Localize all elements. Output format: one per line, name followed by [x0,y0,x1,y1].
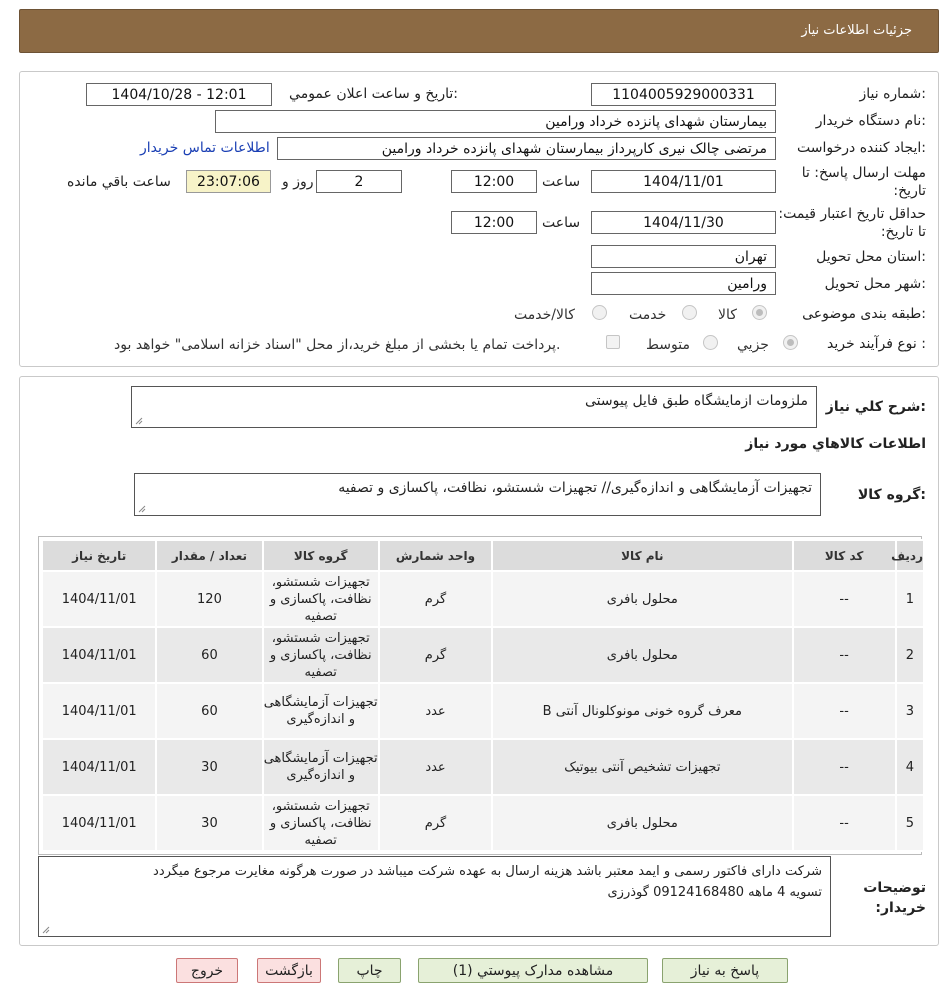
cell-date: 1404/11/01 [42,683,156,739]
category-service-label: خدمت [629,307,667,323]
cell-group: تجهیزات شستشو، نظافت، پاکسازی و تصفیه [263,627,379,683]
col-header-date[interactable]: تاریخ نیاز [42,540,156,571]
category-goods-label: کالا [718,307,737,323]
table-row[interactable] [42,795,924,851]
col-header-unit[interactable]: واحد شمارش [379,540,492,571]
requester-field: مرتضی چالک نیری کارپرداز بیمارستان شهدای پانزده خرداد ورامین [277,137,776,160]
buyer-notes-line-1: شرکت دارای فاکتور رسمی و ایمد معتبر باشد هزینه ارسال به عهده شرکت میباشد در صورت هرگونه مغایرت مرجوع میگردد [153,864,822,879]
cell-code: -- [793,571,896,627]
cell-quantity: 30 [156,739,262,795]
cell-group: تجهیزات شستشو، نظافت، پاکسازی و تصفیه [263,795,379,851]
need-number-label: شماره نیاز: [859,86,926,102]
print-button[interactable]: چاپ [338,958,401,983]
validity-label: حداقل تاریخ اعتبار قیمت: تا تاریخ: [778,206,926,240]
category-service-radio[interactable] [682,305,697,320]
goods-table-container [38,536,922,855]
summary-textarea[interactable] [131,386,817,428]
cell-unit: عدد [379,683,492,739]
buyer-notes-label: توضیحات خریدار: [863,880,926,916]
col-header-name[interactable]: نام کالا [492,540,792,571]
category-label: طبقه بندی موضوعی: [802,306,926,322]
cell-name: محلول بافری [492,571,792,627]
announce-field: 1404/10/28 - 12:01 [86,83,272,106]
cell-name: محلول بافری [492,795,792,851]
cell-code: -- [793,739,896,795]
cell-date: 1404/11/01 [42,795,156,851]
province-label: استان محل تحویل: [816,249,926,265]
summary-text: ملزومات ازمایشگاه طبق فایل پیوستی [585,393,808,409]
cell-row-number: 1 [896,571,924,627]
goods-group-text: تجهیزات آزمایشگاهی و اندازه‌گیری// تجهیزات شستشو، نظافت، پاکسازی و تصفیه [338,480,812,496]
city-label: شهر محل تحویل: [824,276,926,292]
page-title: جزئیات اطلاعات نیاز [801,23,912,38]
process-medium-radio[interactable] [703,335,718,350]
col-header-quantity[interactable]: تعداد / مقدار [156,540,262,571]
contact-buyer-link[interactable]: اطلاعات تماس خریدار [140,140,270,156]
cell-name: محلول بافری [492,627,792,683]
process-label: نوع فرآیند خرید : [827,336,926,352]
deadline-label: مهلت ارسال پاسخ: تا تاریخ: [801,165,926,199]
days-label: روز و [282,174,314,190]
col-header-row-number[interactable]: ردیف [896,540,924,571]
page-header [19,9,939,53]
treasury-payment-checkbox[interactable] [606,335,620,349]
table-row[interactable] [42,739,924,795]
cell-name: معرف گروه خونی مونوکلونال آنتی B [492,683,792,739]
table-row[interactable] [42,571,924,627]
back-button[interactable]: بازگشت [257,958,321,983]
province-field: تهران [591,245,776,268]
cell-quantity: 30 [156,795,262,851]
buyer-org-field: بیمارستان شهدای پانزده خرداد ورامین [215,110,776,133]
remaining-time-field: 23:07:06 [186,170,271,193]
treasury-payment-note: پرداخت تمام یا بخشی از مبلغ خرید،از محل "اسناد خزانه اسلامی" خواهد بود. [114,337,561,353]
process-medium-label: متوسط [646,337,690,353]
category-both-label: کالا/خدمت [514,307,575,323]
validity-time-label: ساعت [542,215,581,231]
cell-code: -- [793,627,896,683]
cell-name: تجهیزات تشخیص آنتی بیوتیک [492,739,792,795]
cell-row-number: 4 [896,739,924,795]
process-minor-radio[interactable] [783,335,798,350]
cell-unit: گرم [379,795,492,851]
requester-label: ایجاد کننده درخواست: [797,140,926,156]
resize-grip-icon [42,926,50,934]
remaining-label: ساعت باقي مانده [67,174,171,190]
deadline-time-label: ساعت [542,174,581,190]
days-field: 2 [316,170,402,193]
col-header-code[interactable]: کد کالا [793,540,896,571]
cell-code: -- [793,795,896,851]
need-number-field: 1104005929000331 [591,83,776,106]
cell-row-number: 3 [896,683,924,739]
table-header-row [42,540,924,571]
cell-quantity: 120 [156,571,262,627]
goods-group-label: گروه کالا: [857,487,926,503]
reply-to-need-button[interactable]: پاسخ به نیاز [662,958,788,983]
cell-group: تجهیزات شستشو، نظافت، پاکسازی و تصفیه [263,571,379,627]
cell-date: 1404/11/01 [42,627,156,683]
cell-quantity: 60 [156,683,262,739]
cell-group: تجهیزات آزمایشگاهی و اندازه‌گیری [263,683,379,739]
city-field: ورامین [591,272,776,295]
category-goods-radio[interactable] [752,305,767,320]
validity-date-field: 1404/11/30 [591,211,776,234]
process-minor-label: جزیي [737,337,769,353]
cell-unit: گرم [379,627,492,683]
announce-label: تاریخ و ساعت اعلان عمومي: [289,86,458,102]
buyer-notes-line-2: تسویه 4 ماهه 09124168480 گوذرزی [607,885,822,900]
goods-table [41,539,925,852]
cell-unit: عدد [379,739,492,795]
table-row[interactable] [42,627,924,683]
cell-unit: گرم [379,571,492,627]
cell-group: تجهیزات آزمایشگاهی و اندازه‌گیری [263,739,379,795]
deadline-time-field: 12:00 [451,170,537,193]
category-both-radio[interactable] [592,305,607,320]
table-row[interactable] [42,683,924,739]
resize-grip-icon [135,417,143,425]
cell-quantity: 60 [156,627,262,683]
goods-group-textarea[interactable] [134,473,821,516]
validity-time-field: 12:00 [451,211,537,234]
resize-grip-icon [138,505,146,513]
buyer-notes-textarea[interactable] [38,856,831,937]
view-attachments-button[interactable]: مشاهده مدارک پیوستي (1) [418,958,648,983]
cell-date: 1404/11/01 [42,571,156,627]
cell-row-number: 5 [896,795,924,851]
deadline-date-field: 1404/11/01 [591,170,776,193]
exit-button[interactable]: خروج [176,958,238,983]
goods-info-title: اطلاعات کالاهاي مورد نیاز [745,436,926,452]
col-header-group[interactable]: گروه کالا [263,540,379,571]
buyer-org-label: نام دستگاه خریدار: [815,113,926,129]
cell-code: -- [793,683,896,739]
cell-row-number: 2 [896,627,924,683]
summary-label: شرح کلي نیاز: [825,399,926,415]
cell-date: 1404/11/01 [42,739,156,795]
